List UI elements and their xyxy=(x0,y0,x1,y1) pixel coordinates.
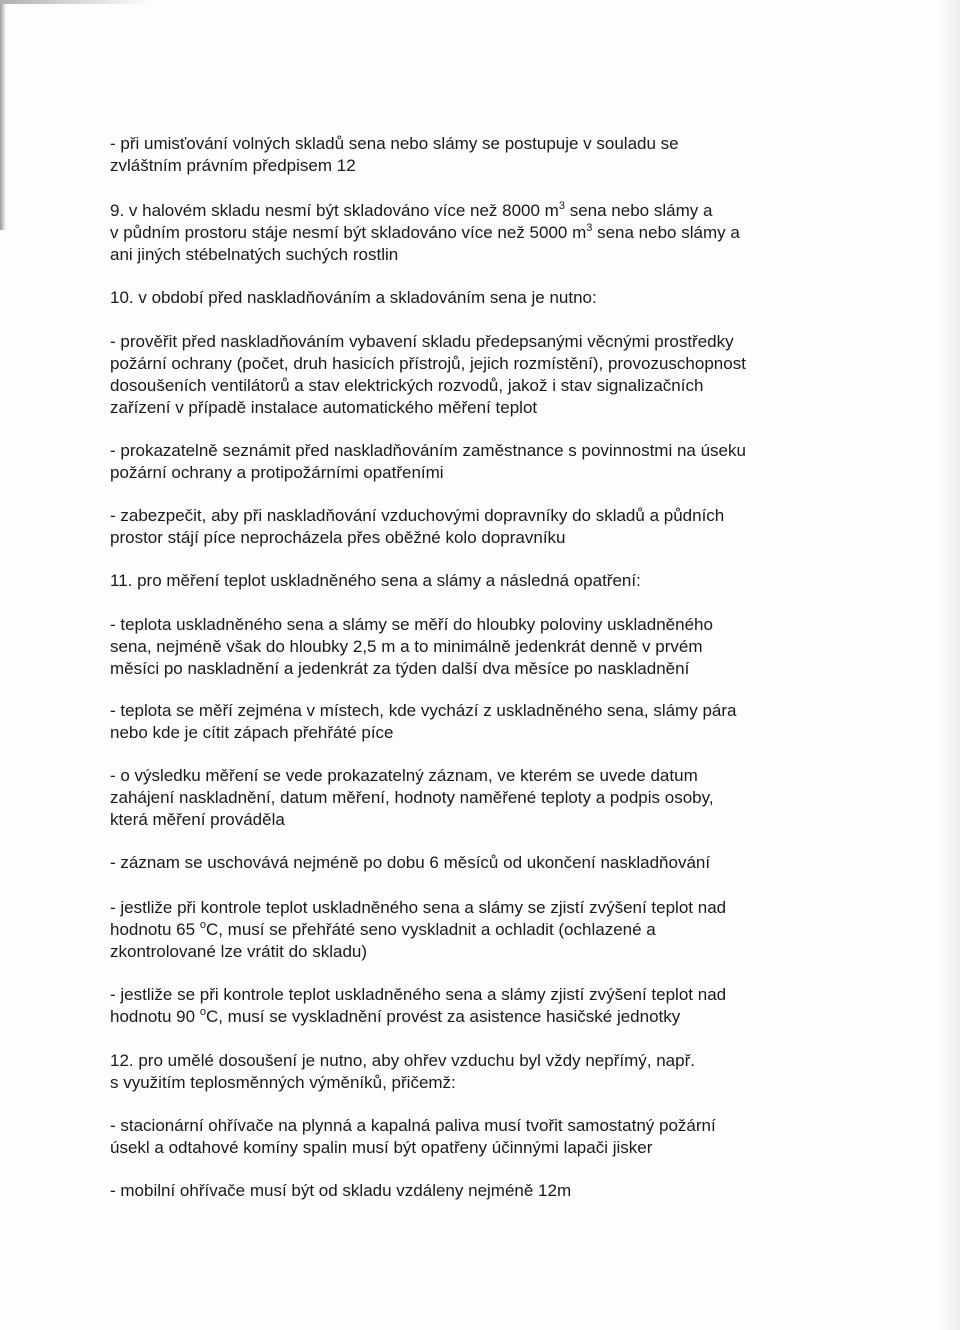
text-line: požární ochrany (počet, druh hasicích přístrojů, jejich rozmístění), provozuschopnost xyxy=(110,354,746,373)
text-line xyxy=(110,1006,830,1028)
paragraph xyxy=(110,331,830,419)
text-line: zařízení v případě instalace automatického měření teplot xyxy=(110,398,538,417)
text-line: nebo kde je cítit zápach přehřáté píce xyxy=(110,723,394,742)
paragraph xyxy=(110,897,830,963)
text-line: s využitím teplosměnných výměníků, přičemž: xyxy=(110,1073,456,1092)
text-line: - jestliže při kontrole teplot uskladněného sena a slámy se zjistí zvýšení teplot nad xyxy=(110,898,727,917)
text-line xyxy=(110,919,830,941)
paragraph xyxy=(110,614,830,680)
text-line: měsíci po naskladnění a jedenkrát za týden další dva měsíce po naskladnění xyxy=(110,659,690,678)
text-line: zahájení naskladnění, datum měření, hodnoty naměřené teploty a podpis osoby, xyxy=(110,788,714,807)
text-line: ani jiných stébelnatých suchých rostlin xyxy=(110,245,399,264)
paragraph xyxy=(110,765,830,831)
text-line: která měření prováděla xyxy=(110,810,285,829)
text-line: - prokazatelně seznámit před naskladňováním zaměstnance s povinnostmi na úseku xyxy=(110,441,746,460)
paragraph xyxy=(110,700,830,744)
superscript: 3 xyxy=(586,222,593,234)
paragraph xyxy=(110,1180,830,1202)
text-line: - zabezpečit, aby při naskladňování vzduchovými dopravníky do skladů a půdních xyxy=(110,506,725,525)
text-line xyxy=(110,200,830,222)
text-line: požární ochrany a protipožárními opatřeními xyxy=(110,463,444,482)
text-line: - stacionární ohřívače na plynná a kapalná paliva musí tvořit samostatný požární xyxy=(110,1116,716,1135)
text-run: v půdním prostoru stáje nesmí být skladováno více než 5000 m xyxy=(110,223,587,242)
paragraph xyxy=(110,852,830,874)
paragraph xyxy=(110,1050,830,1094)
text-line xyxy=(110,222,830,244)
text-run: hodnotu 90 xyxy=(110,1007,200,1026)
paragraph xyxy=(110,440,830,484)
text-line: - jestliže se při kontrole teplot uskladněného sena a slámy zjistí zvýšení teplot nad xyxy=(110,985,727,1004)
text-line: prostor stájí píce neprocházela přes oběžné kolo dopravníku xyxy=(110,528,566,547)
scan-edge-shadow-right xyxy=(938,0,960,1330)
text-line: sena, nejméně však do hloubky 2,5 m a to minimálně jedenkrát denně v prvém xyxy=(110,637,703,656)
text-line: - teplota se měří zejména v místech, kde vychází z uskladněného sena, slámy pára xyxy=(110,701,737,720)
text-line: 12. pro umělé dosoušení je nutno, aby ohřev vzduchu byl vždy nepřímý, např. xyxy=(110,1051,695,1070)
text-line: - záznam se uschovává nejméně po dobu 6 měsíců od ukončení naskladňování xyxy=(110,853,711,872)
text-run: 9. v halovém skladu nesmí být skladováno více než 8000 m xyxy=(110,201,559,220)
paragraph xyxy=(110,1115,830,1159)
text-line: dosoušeních ventilátorů a stav elektrických rozvodů, jakož i stav signalizačních xyxy=(110,376,704,395)
paragraph xyxy=(110,505,830,549)
text-run: hodnotu 65 xyxy=(110,920,200,939)
paragraph xyxy=(110,133,830,177)
scan-corner-shadow xyxy=(0,0,150,4)
text-line: - mobilní ohřívače musí být od skladu vzdáleny nejméně 12m xyxy=(110,1181,572,1200)
paragraph xyxy=(110,570,830,592)
text-line: zkontrolované lze vrátit do skladu) xyxy=(110,942,368,961)
text-line: úsekl a odtahové komíny spalin musí být opatřeny účinnými lapači jisker xyxy=(110,1138,653,1157)
text-run: sena nebo slámy a xyxy=(564,201,713,220)
paragraph xyxy=(110,287,830,309)
text-line: zvláštním právním předpisem 12 xyxy=(110,156,356,175)
text-line: - o výsledku měření se vede prokazatelný záznam, ve kterém se uvede datum xyxy=(110,766,698,785)
text-run: C, musí se přehřáté seno vyskladnit a ochladit (ochlazené a xyxy=(205,920,656,939)
superscript: o xyxy=(199,919,206,931)
paragraph xyxy=(110,984,830,1028)
scan-edge-shadow xyxy=(0,0,6,230)
text-line: - prověřit před naskladňováním vybavení skladu předepsanými věcnými prostředky xyxy=(110,332,734,351)
text-line: - teplota uskladněného sena a slámy se měří do hloubky poloviny uskladněného xyxy=(110,615,713,634)
text-line: 11. pro měření teplot uskladněného sena a slámy a následná opatření: xyxy=(110,571,641,590)
text-line: - při umisťování volných skladů sena nebo slámy se postupuje v souladu se xyxy=(110,134,679,153)
text-line: 10. v období před naskladňováním a skladováním sena je nutno: xyxy=(110,288,597,307)
superscript: o xyxy=(199,1006,206,1018)
superscript: 3 xyxy=(558,200,565,212)
text-run: sena nebo slámy a xyxy=(592,223,740,242)
text-run: C, musí se vyskladnění provést za asistence hasičské jednotky xyxy=(205,1007,681,1026)
paragraph xyxy=(110,200,830,266)
